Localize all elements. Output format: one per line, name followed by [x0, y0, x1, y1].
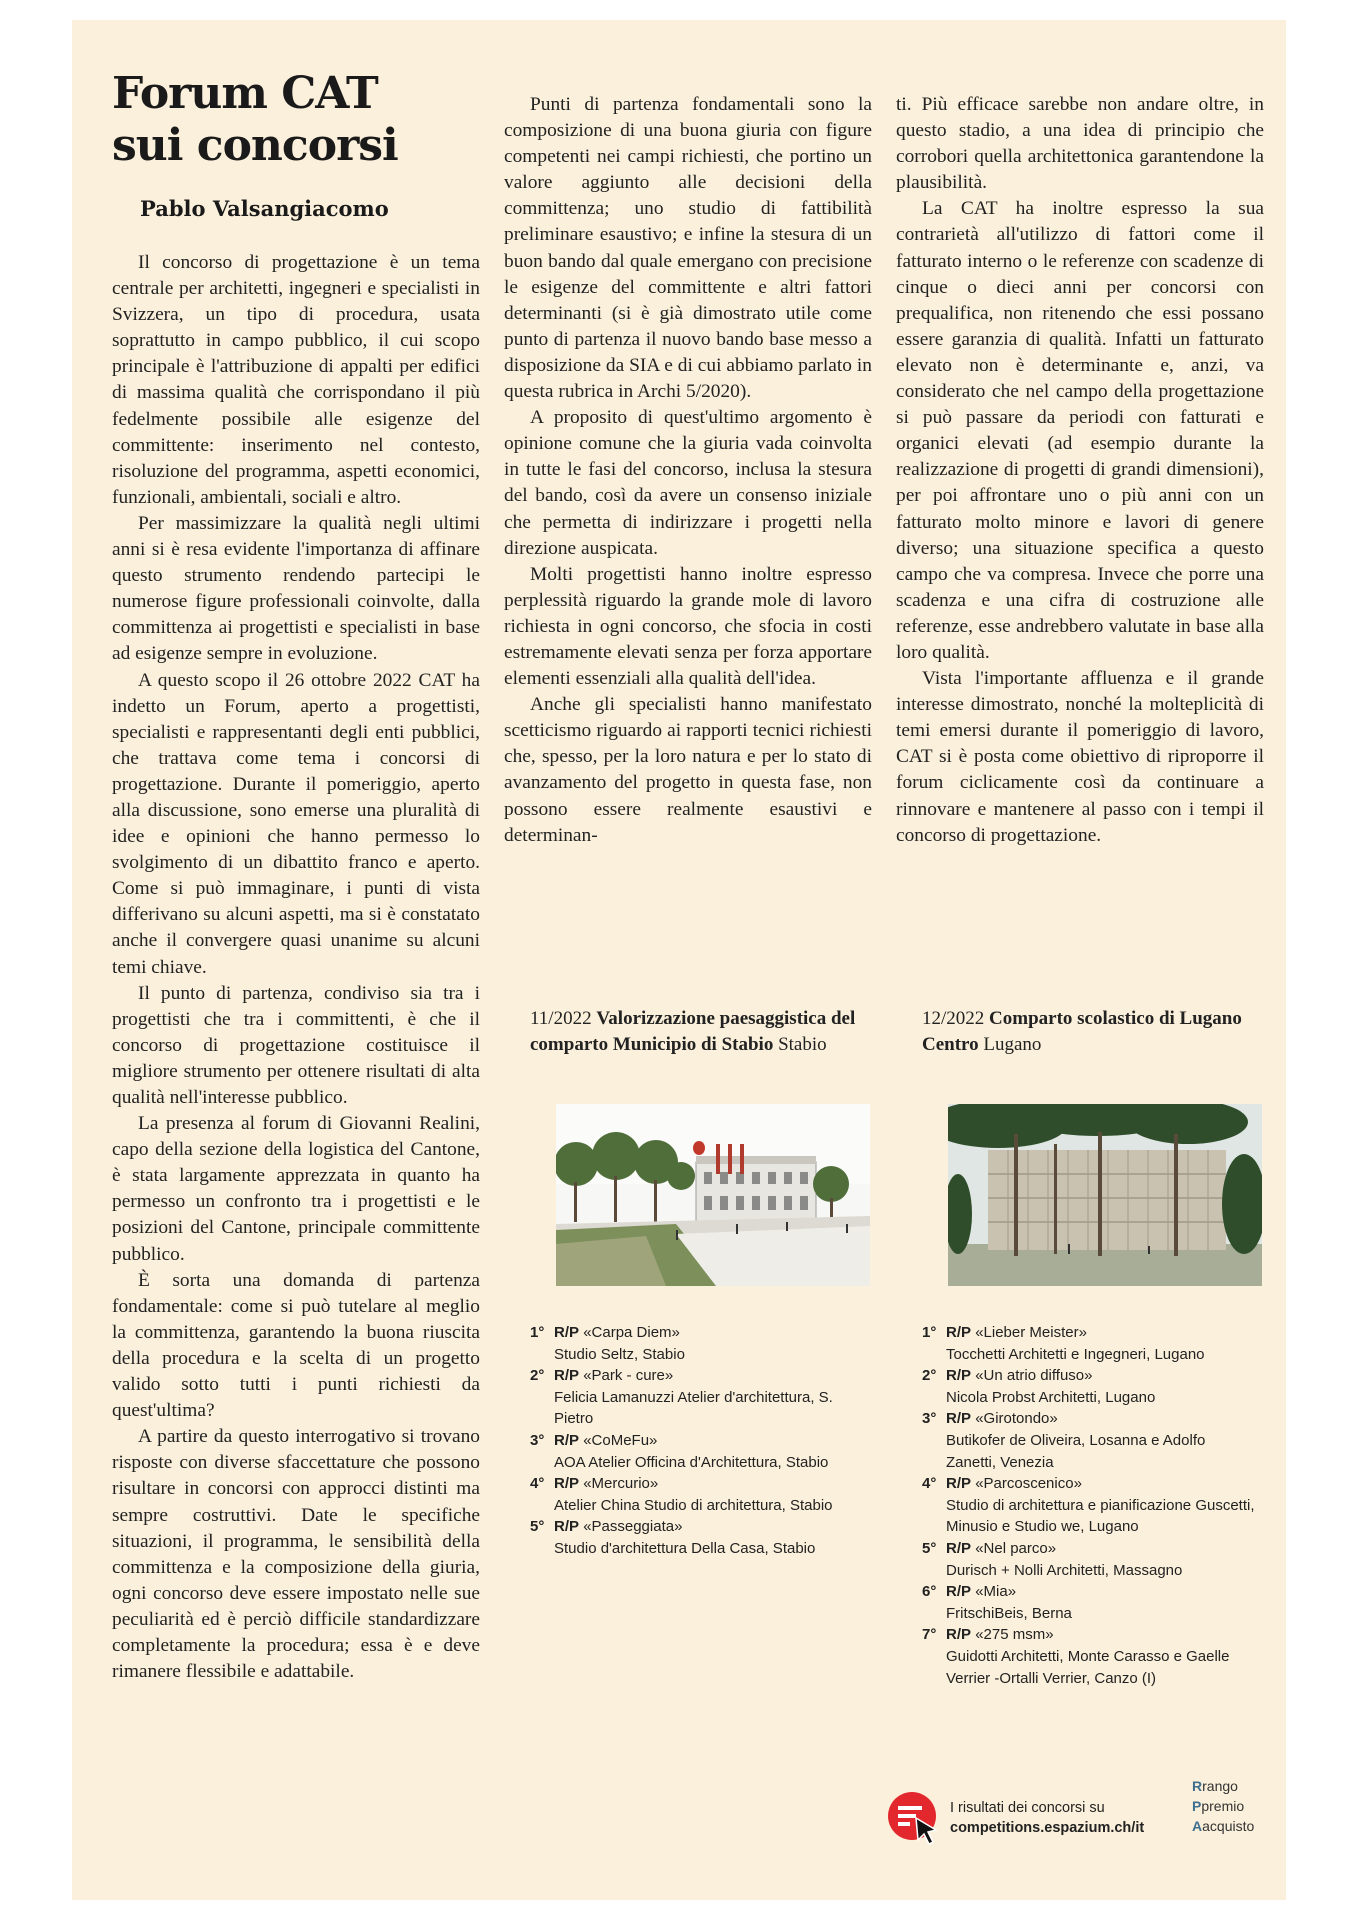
stabio-rendering-image: [556, 1104, 870, 1286]
paragraph: Punti di partenza fondamentali sono la composizione di una buona giuria con figure competenti nei campi richiesti, che portino un valore aggiunto alle decisioni della committenza; uno studio di fattibilità preliminare esaustivo; e infine la stesura di un buon bando dal quale emergano con precisione le esigenze del committente e altri fattori determinanti (si è già dimostrato utile come punto di partenza il nuovo bando base messo a disposizione da SIA e di cui abbiamo parlato in questa rubrica in Archi 5/2020).: [504, 94, 872, 403]
result-row: 7° R/P «275 msm» Guidotti Architetti, Monte Carasso e Gaelle Verrier -Ortalli Verrier, Canzo (I): [922, 1626, 1230, 1687]
legend-item: Aacquisto: [1192, 1818, 1255, 1834]
competition-code: 11/2022: [530, 1008, 592, 1029]
footer-text: I risultati dei concorsi su: [950, 1800, 1105, 1816]
competition-place: Stabio: [778, 1034, 827, 1055]
paragraph: Per massimizzare la qualità negli ultimi anni si è resa evidente l'importanza di affinare questo strumento rendendo partecipi le numerose figure professionali coinvolte, dalla committenza ai progettisti e specialisti in base ad esigenze sempre in evoluzione.: [112, 512, 480, 665]
paragraph: Il punto di partenza, condiviso sia tra i progettisti che tra i committenti, è che il concorso di progettazione costituisce il migliore strumento per ottenere risultati di alta qualità nell'interesse pubblico.: [112, 982, 480, 1108]
paragraph: Molti progettisti hanno inoltre espresso perplessità riguardo la grande mole di lavoro richiesta in ogni concorso, che sfocia in costi estremamente elevati senza per forza apportare elementi essenziali alla qualità dell'idea.: [504, 563, 872, 690]
lugano-rendering-image: [948, 1104, 1262, 1286]
title-line-2: sui concorsi: [112, 120, 398, 171]
legend-item: Ppremio: [1192, 1798, 1245, 1814]
legend: [1192, 1776, 1254, 1836]
competition-heading-lugano: [922, 1006, 1266, 1058]
paragraph: A questo scopo il 26 ottobre 2022 CAT ha indetto un Forum, aperto a progettisti, specialisti e rappresentanti degli enti pubblici, che trattava come tema i concorsi di progettazione. Durante il pomeriggio, aperto alla discussione, sono emerse una pluralità di idee e opinioni che hanno permesso lo svolgimento di un dibattito franco e aperto. Come si può immaginare, i punti di vista differivano su alcuni aspetti, ma si è constatato anche il convergere quasi unanime su alcuni temi chiave.: [112, 669, 480, 978]
result-row: 1° R/P «Lieber Meister» Tocchetti Architetti e Ingegneri, Lugano: [922, 1324, 1205, 1363]
result-row: 1° R/P «Carpa Diem» Studio Seltz, Stabio: [530, 1324, 685, 1363]
result-row: 3° R/P «Girotondo» Butikofer de Oliveira, Losanna e Adolfo Zanetti, Venezia: [922, 1410, 1206, 1471]
competition-code: 12/2022: [922, 1008, 985, 1029]
paragraph: Anche gli specialisti hanno manifestato scetticismo riguardo ai rapporti tecnici richiesti che, spesso, per la loro natura e per lo stato di avanzamento del progetto in questa fase, non possono essere realmente esaustivi e determinan-: [504, 694, 872, 846]
paragraph: Il concorso di progettazione è un tema centrale per architetti, ingegneri e specialisti in Svizzera, un tipo di procedura, usata soprattutto in campo pubblico, il cui scopo principale è l'attribuzione di appalti per edifici di massima qualità che corrispondano il più fedelmente possibile alle esigenze del committente: inserimento nel contesto, risoluzione del programma, aspetti economici, funzionali, ambientali, sociali e altro.: [112, 252, 480, 508]
results-list-stabio: [530, 1322, 850, 1560]
text-column-2: [504, 92, 872, 849]
competition-title: Comparto scolastico di Lugano Centro: [922, 1008, 1242, 1055]
footer-note: [950, 1798, 1144, 1838]
article-author: Pablo Valsangiacomo: [140, 196, 389, 221]
result-row: 4° R/P «Mercurio» Atelier China Studio di architettura, Stabio: [530, 1475, 833, 1514]
text-column-3: [896, 92, 1264, 849]
result-row: 2° R/P «Park - cure» Felicia Lamanuzzi Atelier d'architettura, S. Pietro: [530, 1367, 833, 1428]
paragraph: La CAT ha inoltre espresso la sua contrarietà all'utilizzo di fattori come il fatturato interno o le referenze con scadenze di cinque o dieci anni per concorsi con prequalifica, non ritenendo che essi possano essere garanzia di qualità. Infatti un fatturato elevato non è determinante e, anzi, va considerato che nel campo della progettazione si può passare da periodi con fatturati e organici elevati (ad esempio durante la realizzazione di progetti di grandi dimensioni), per poi affrontare uno o più anni con un fatturato molto minore e lavori di genere diverso; una situazione specifica a questo campo che va compresa. Invece che porre una scadenza e una cifra di costruzione alle referenze, esse andrebbero valutate in base alla loro qualità.: [896, 198, 1264, 663]
result-row: 5° R/P «Nel parco» Durisch + Nolli Architetti, Massagno: [922, 1539, 1183, 1579]
competitions-link[interactable]: competitions.espazium.ch/it: [950, 1820, 1145, 1836]
result-row: 6° R/P «Mia» FritschiBeis, Berna: [922, 1583, 1072, 1622]
result-row: 4° R/P «Parcoscenico» Studio di architettura e pianificazione Guscetti, Minusio e Studio we, Lugano: [922, 1475, 1255, 1536]
paragraph: A partire da questo interrogativo si trovano risposte con diverse sfaccettature che possono risultare in concorsi con approcci distinti ma sempre costruttivi. Date le specifiche situazioni, il programma, le sensibilità della committenza e la composizione della giuria, ogni concorso deve essere impostato nelle sue peculiarità ed è perciò difficile standardizzare completamente la procedura; essa è e deve rimanere flessibile e adattabile.: [112, 1426, 480, 1683]
result-row: 2° R/P «Un atrio diffuso» Nicola Probst Architetti, Lugano: [922, 1367, 1156, 1406]
result-row: 3° R/P «CoMeFu» AOA Atelier Officina d'Architettura, Stabio: [530, 1431, 829, 1471]
competition-heading-stabio: [530, 1006, 874, 1058]
paragraph: A proposito di quest'ultimo argomento è opinione comune che la giuria vada coinvolta in tutte le fasi del concorso, inclusa la stesura del bando, così da avere un consenso iniziale che permetta di indirizzare i progetti nella direzione auspicata.: [504, 407, 872, 559]
title-line-1: Forum CAT: [112, 68, 378, 119]
competition-title: Valorizzazione paesaggistica del comparto Municipio di Stabio: [530, 1008, 856, 1055]
article-title: [112, 68, 472, 172]
espazium-cursor-icon[interactable]: [886, 1790, 942, 1846]
paragraph: La presenza al forum di Giovanni Realini, capo della sezione della logistica del Cantone, è stata largamente apprezzata in quanto ha permesso un confronto tra i progettisti e le posizioni del Cantone, principale committente pubblico.: [112, 1113, 480, 1265]
text-column-1: [112, 250, 480, 1685]
paragraph: È sorta una domanda di partenza fondamentale: come si può tutelare al meglio la committenza, garantendo la buona riuscita della procedura e la scelta di un progetto valido sotto tutti i punti richiesti da quest'ultima?: [112, 1269, 480, 1422]
results-list-lugano: [922, 1322, 1256, 1689]
legend-item: Rrango: [1192, 1778, 1238, 1794]
result-row: 5° R/P «Passeggiata» Studio d'architettura Della Casa, Stabio: [530, 1518, 816, 1557]
paragraph-continued: ti. Più efficace sarebbe non andare oltre, in questo stadio, a una idea di principio che corrobori quella architettonica garantendone la plausibilità.: [896, 94, 1264, 194]
paragraph: Vista l'importante affluenza e il grande interesse dimostrato, nonché la molteplicità di temi emersi durante il pomeriggio di lavoro, CAT si è posta come obiettivo di riproporre il forum ciclicamente così da continuare a rinnovare e mantenere al passo con i tempi il concorso di progettazione.: [896, 668, 1264, 846]
competition-place: Lugano: [983, 1034, 1042, 1055]
